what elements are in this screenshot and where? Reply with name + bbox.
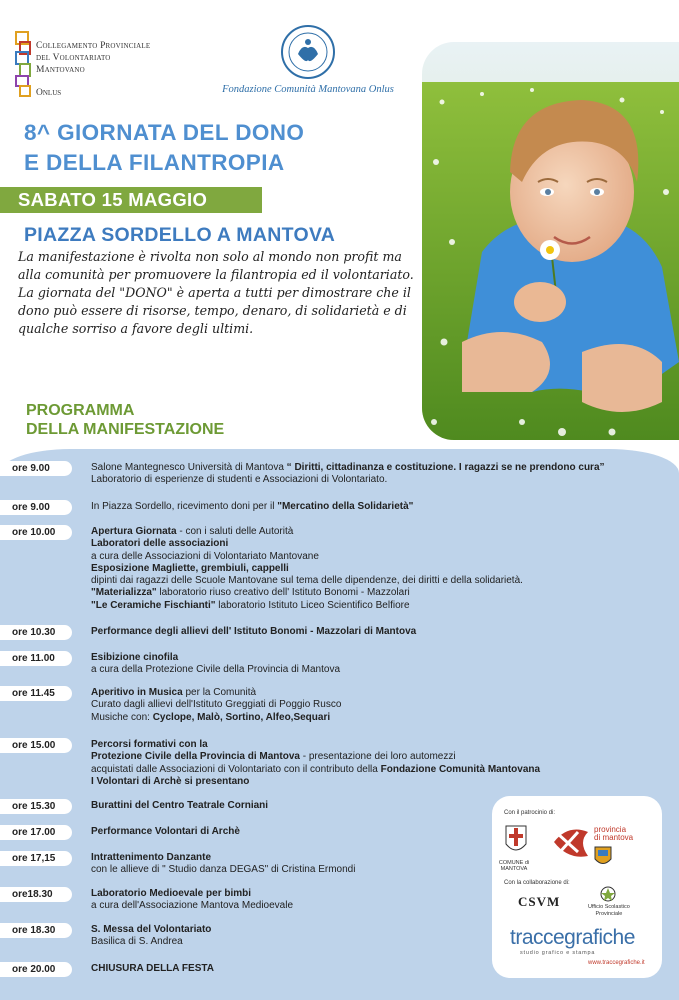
printer-tagline: studio grafico e stampa bbox=[520, 950, 596, 956]
comune-crest-icon bbox=[504, 822, 528, 858]
provincia-label-1: provincia bbox=[594, 825, 627, 834]
event-time: ore 17.00 bbox=[0, 825, 72, 840]
event-description bbox=[91, 826, 240, 838]
photo-illustration bbox=[422, 42, 679, 440]
event-text-segment: Esposizione Magliette, grembiuli, cappelli bbox=[91, 562, 289, 574]
event-description-line bbox=[91, 538, 523, 550]
event-description-line bbox=[91, 652, 340, 664]
printer-logo: traccegrafiche bbox=[510, 926, 635, 949]
event-text-segment: Performance Volontari di Archè bbox=[91, 826, 240, 837]
event-description-line bbox=[91, 600, 523, 612]
event-time: ore 15.30 bbox=[0, 799, 72, 814]
event-text-segment: Esibizione cinofila bbox=[91, 652, 179, 663]
event-description bbox=[91, 462, 605, 487]
sponsor-card bbox=[492, 796, 662, 978]
event-description-line bbox=[91, 551, 523, 563]
event-description-line bbox=[91, 764, 540, 776]
event-place: PIAZZA SORDELLO A MANTOVA bbox=[24, 224, 336, 246]
event-text-segment: "Materializza" bbox=[91, 587, 157, 599]
event-description-line bbox=[91, 575, 523, 587]
event-time: ore 9.00 bbox=[0, 461, 72, 476]
programme-heading-line-2: DELLA MANIFESTAZIONE bbox=[26, 421, 225, 438]
event-description-line bbox=[91, 963, 214, 975]
event-text-segment: "Mercatino della Solidarietà" bbox=[277, 501, 414, 512]
event-text-segment: Apertura Giornata bbox=[91, 526, 177, 537]
event-description-line bbox=[91, 800, 268, 812]
event-description-line bbox=[91, 699, 341, 711]
intro-text bbox=[18, 248, 418, 338]
event-description bbox=[91, 526, 523, 612]
provincia-label-2: di mantova bbox=[594, 833, 634, 842]
event-text-segment: Performance degli allievi dell' Istituto Bonomi - Mazzolari di Mantova bbox=[91, 626, 417, 637]
event-time: ore 10.30 bbox=[0, 625, 72, 640]
date-banner bbox=[0, 187, 262, 213]
event-text-segment: Laboratori delle associazioni bbox=[91, 538, 229, 550]
event-description bbox=[91, 963, 214, 975]
event-description bbox=[91, 501, 413, 513]
event-text-segment: - con i saluti delle Autorità bbox=[176, 526, 294, 537]
event-text-segment: Percorsi formativi con la bbox=[91, 739, 208, 750]
event-description bbox=[91, 888, 293, 913]
collegamento-onlus: Onlus bbox=[36, 88, 62, 98]
event-description bbox=[91, 652, 340, 677]
event-text-segment: Aperitivo in Musica bbox=[91, 687, 183, 698]
event-time: ore 9.00 bbox=[0, 500, 72, 515]
event-description-line bbox=[91, 563, 523, 575]
event-text-segment: - presentazione dei loro automezzi bbox=[299, 751, 456, 763]
event-time: ore 11.00 bbox=[0, 651, 72, 666]
event-time: ore 11.45 bbox=[0, 686, 72, 701]
event-description-line bbox=[91, 526, 523, 538]
event-text-segment: laboratorio Istituto Liceo Scientifico Belfiore bbox=[215, 599, 410, 611]
event-description bbox=[91, 924, 211, 949]
event-description-line bbox=[91, 739, 540, 751]
event-description-line bbox=[91, 888, 293, 900]
event-description-line bbox=[91, 776, 540, 788]
event-text-segment: a cura delle Associazioni di Volontariato Mantovane bbox=[91, 550, 319, 562]
event-text-segment: con le allieve di " Studio danza DEGAS" di Cristina Ermondi bbox=[91, 864, 356, 876]
ufficio-label bbox=[588, 904, 630, 917]
event-text-segment: Fondazione Comunità Mantovana bbox=[380, 763, 541, 775]
foundation-name: Fondazione Comunità Mantovana Onlus bbox=[222, 84, 394, 95]
event-text-segment: Musiche con: bbox=[91, 711, 153, 723]
event-time: ore18.30 bbox=[0, 887, 72, 902]
event-description bbox=[91, 687, 341, 724]
provincia-crest-icon bbox=[594, 846, 612, 868]
provincia-logo-icon bbox=[548, 822, 594, 862]
fondazione-seal-icon bbox=[280, 24, 336, 80]
event-time: ore 10.00 bbox=[0, 525, 72, 540]
event-text-segment: "Le Ceramiche Fischianti" bbox=[91, 599, 216, 611]
event-text-segment: Protezione Civile della Provincia di Mantova bbox=[91, 751, 300, 763]
event-description-line bbox=[91, 712, 341, 724]
event-text-segment: a cura dell'Associazione Mantova Medioevale bbox=[91, 900, 294, 912]
programme-heading-line-1: PROGRAMMA bbox=[26, 402, 135, 419]
patronage-label: Con il patrocinio di: bbox=[504, 810, 556, 816]
event-description-line bbox=[91, 664, 340, 676]
event-text-segment: Burattini del Centro Teatrale Corniani bbox=[91, 800, 269, 811]
csvm-logo: CSVM bbox=[518, 894, 561, 909]
event-description-line bbox=[91, 587, 523, 599]
event-text-segment: Basilica di S. Andrea bbox=[91, 936, 183, 948]
collegamento-logo bbox=[14, 24, 164, 100]
event-description bbox=[91, 739, 540, 788]
event-date: SABATO 15 MAGGIO bbox=[18, 189, 208, 210]
event-description-line bbox=[91, 924, 211, 936]
event-description-line bbox=[91, 462, 605, 474]
event-time: ore 18.30 bbox=[0, 923, 72, 938]
event-text-segment: I Volontari di Archè si presentano bbox=[91, 775, 250, 787]
event-text-segment: S. Messa del Volontariato bbox=[91, 924, 212, 935]
event-time: ore 20.00 bbox=[0, 962, 72, 977]
event-description-line bbox=[91, 936, 211, 948]
event-text-segment: Salone Mantegnesco Università di Mantova bbox=[91, 462, 287, 473]
collegamento-line-3: Mantovano bbox=[36, 65, 85, 75]
event-description bbox=[91, 800, 268, 812]
event-text-segment: dipinti dai ragazzi delle Scuole Mantovane sul tema delle dipendenze, dei diritti e della solidarietà. bbox=[91, 575, 523, 587]
event-time: ore 15.00 bbox=[0, 738, 72, 753]
ufficio-emblem-icon bbox=[600, 886, 616, 902]
event-description-line bbox=[91, 626, 416, 638]
intro-paragraph-1: La manifestazione è rivolta non solo al mondo non profit ma alla comunità per promuovere la filantropia ed il volontariato. bbox=[18, 249, 414, 282]
collegamento-line-2: del Volontariato bbox=[36, 53, 111, 63]
collaboration-label: Con la collaborazione di: bbox=[504, 880, 570, 886]
event-text-segment: Cyclope, Malò, Sortino, Alfeo,Sequari bbox=[152, 711, 331, 723]
event-text-segment: a cura della Protezione Civile della Provincia di Mantova bbox=[91, 664, 341, 676]
event-text-segment: In Piazza Sordello, ricevimento doni per il bbox=[91, 501, 278, 512]
event-description-line bbox=[91, 687, 341, 699]
event-description-line bbox=[91, 852, 355, 864]
title-line-1: 8^ GIORNATA DEL DONO bbox=[24, 120, 305, 145]
programme-heading bbox=[26, 401, 224, 439]
event-description-line bbox=[91, 826, 240, 838]
event-description bbox=[91, 852, 355, 877]
collegamento-line-1: Collegamento Provinciale bbox=[36, 41, 151, 51]
printer-url: www.traccegrafiche.it bbox=[588, 960, 645, 966]
event-text-segment: “ Diritti, cittadinanza e costituzione. I ragazzi se ne prendono cura” bbox=[286, 462, 605, 473]
event-text-segment: Laboratorio di esperienze di studenti e Associazioni di Volontariato. bbox=[91, 474, 388, 486]
intro-paragraph-2: La giornata del "DONO" è aperta a tutti per dimostrare che il dono può essere di risorse, tempo, denaro, di solidarietà e di qualche sorriso a favore degli ultimi. bbox=[18, 285, 411, 336]
event-description-line bbox=[91, 864, 355, 876]
event-time: ore 17,15 bbox=[0, 851, 72, 866]
comune-label: COMUNE di MANTOVA bbox=[498, 860, 530, 872]
event-text-segment: Curato dagli allievi dell'Istituto Greggiati di Poggio Rusco bbox=[91, 699, 342, 711]
collegamento-logo-icon bbox=[14, 30, 36, 98]
ufficio-label-1: Ufficio Scolastico bbox=[588, 904, 630, 910]
event-text-segment: Intrattenimento Danzante bbox=[91, 852, 212, 863]
event-text-segment: per la Comunità bbox=[182, 687, 257, 698]
event-text-segment: laboratorio riuso creativo dell' Istituto Bonomi - Mazzolari bbox=[156, 587, 410, 599]
event-title bbox=[24, 118, 304, 178]
event-text-segment: acquistati dalle Associazioni di Volontariato con il contributo della bbox=[91, 763, 381, 775]
provincia-label bbox=[594, 826, 633, 842]
event-description-line bbox=[91, 501, 413, 513]
event-text-segment: Laboratorio Medioevale per bimbi bbox=[91, 888, 252, 899]
child-with-daisy-photo bbox=[422, 42, 679, 440]
event-text-segment: CHIUSURA DELLA FESTA bbox=[91, 963, 214, 974]
title-line-2: E DELLA FILANTROPIA bbox=[24, 150, 285, 175]
event-description-line bbox=[91, 474, 605, 486]
event-description-line bbox=[91, 751, 540, 763]
event-description bbox=[91, 626, 416, 638]
event-description-line bbox=[91, 900, 293, 912]
ufficio-label-2: Provinciale bbox=[595, 910, 623, 917]
